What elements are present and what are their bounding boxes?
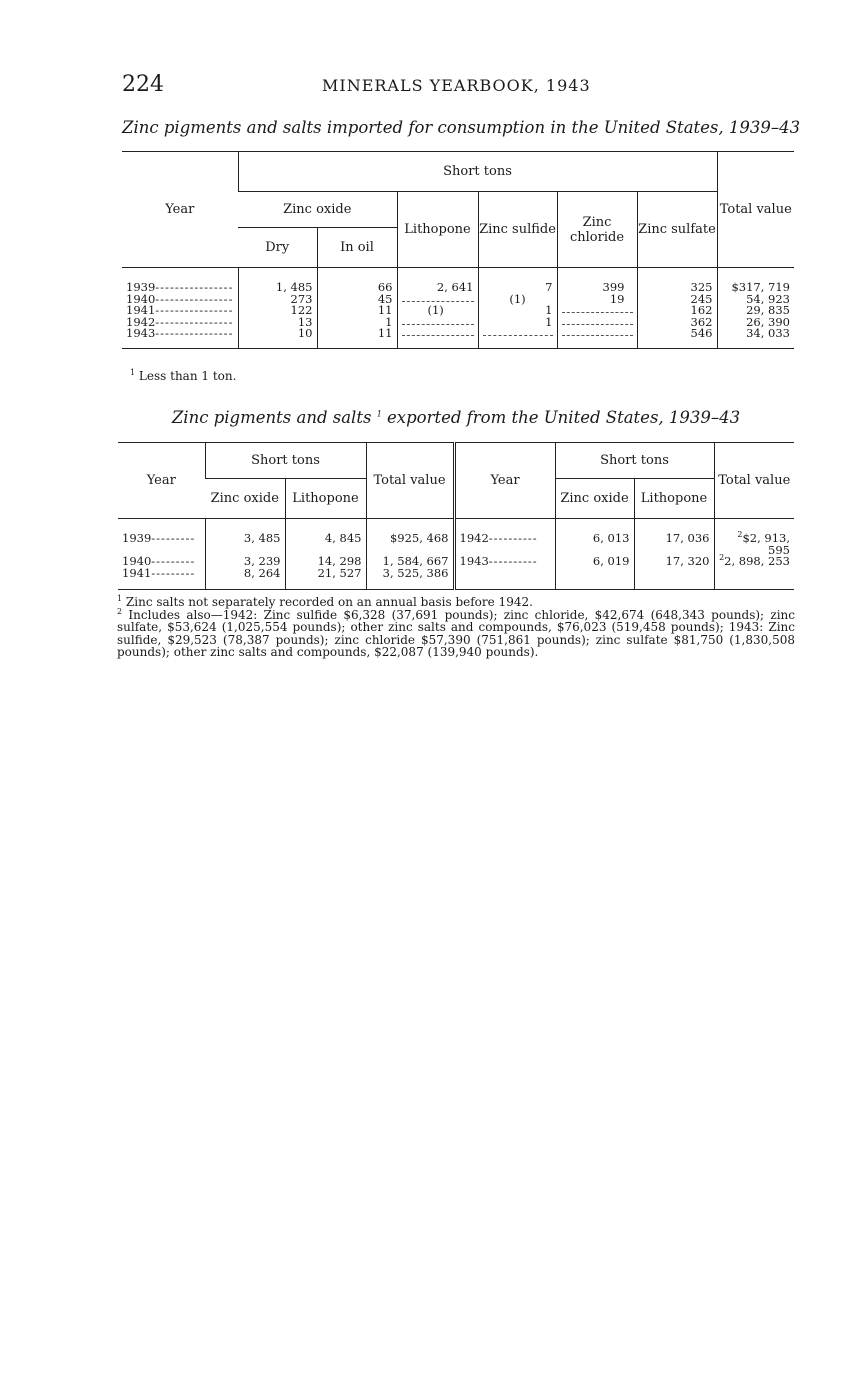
table2-title: Zinc pigments and salts $^1$ exported from the United States, 1939–43 xyxy=(171,408,741,427)
col-total-value-header-right: Total value xyxy=(714,443,794,519)
table-row: 1940---------------- 273 45 (1) 19 245 54, 923 xyxy=(122,294,794,306)
col-dry-header: Dry xyxy=(238,228,317,268)
col-year-header: Year xyxy=(118,443,205,519)
table1-footnote: $^1$ Less than 1 ton. xyxy=(130,368,237,383)
footnote-1: $^1$ Zinc salts not separately recorded on an annual basis before 1942. xyxy=(117,594,533,609)
col-lithopone-header: Lithopone xyxy=(397,192,478,268)
table-row: 1940--------- 3, 239 14, 298 1, 584, 667 1943---------- 6, 019 17, 320 $^2$2, 898, 253 xyxy=(118,556,794,568)
footnote-2: $^2$ Includes also—1942: Zinc sulfide $6,328 (37,691 pounds); zinc chloride, $42,674 (648,343 pounds); zinc sulfate, $53,624 (1,025,554 pounds); other zinc salts and compounds, $76,023 (519,458 pounds); 1943: Zinc sulfide, $29,523 (78,387 pounds); zinc chloride $57,390 (751,861 pounds); zinc sulfate $81,750 (1,830,508 pounds); other zinc salts and compounds, $22,087 (139,940 pounds). xyxy=(117,606,795,659)
table2-footnotes xyxy=(117,596,795,659)
table-row: 1941--------- 8, 264 21, 527 3, 525, 386 xyxy=(118,568,794,590)
table-row: 1939--------- 3, 485 4, 845 $925, 468 1942---------- 6, 013 17, 036 $^2$\$2, 913, 595 xyxy=(118,519,794,557)
col-lithopone-header-right: Lithopone xyxy=(634,479,714,519)
exports-table xyxy=(118,442,794,590)
col-total-value-header: Total value xyxy=(366,443,454,519)
col-in-oil-header: In oil xyxy=(317,228,397,268)
col-zinc-oxide-header: Zinc oxide xyxy=(205,479,285,519)
table1-title: Zinc pigments and salts imported for consumption in the United States, 1939–43 xyxy=(122,118,801,137)
col-zinc-sulfide-header: Zinc sulfide xyxy=(478,192,557,268)
running-head: MINERALS YEARBOOK, 1943 xyxy=(322,76,591,95)
zinc-oxide-header: Zinc oxide xyxy=(238,192,397,228)
col-zinc-sulfate-header: Zinc sulfate xyxy=(637,192,717,268)
table-row: 1941---------------- 122 11 (1) 1 162 29, 835 xyxy=(122,305,794,317)
col-year-header-right: Year xyxy=(454,443,555,519)
col-total-value-header: Total value xyxy=(717,152,794,268)
short-tons-header: Short tons xyxy=(238,152,717,192)
page-number: 224 xyxy=(122,72,164,97)
table-row: 1942---------------- 13 1 1 362 26, 390 xyxy=(122,317,794,329)
table-row: 1943---------------- 10 11 546 34, 033 xyxy=(122,328,794,348)
imports-table xyxy=(122,151,794,349)
col-year-header: Year xyxy=(122,152,238,268)
table-row: 1939---------------- 1, 485 66 2, 641 7 399 325 $317, 719 xyxy=(122,268,794,294)
col-zinc-chloride-header: Zinc chloride xyxy=(557,192,637,268)
col-zinc-oxide-header-right: Zinc oxide xyxy=(555,479,634,519)
short-tons-header: Short tons xyxy=(205,443,366,479)
col-lithopone-header: Lithopone xyxy=(285,479,366,519)
page-header xyxy=(122,72,794,102)
short-tons-header-right: Short tons xyxy=(555,443,714,479)
